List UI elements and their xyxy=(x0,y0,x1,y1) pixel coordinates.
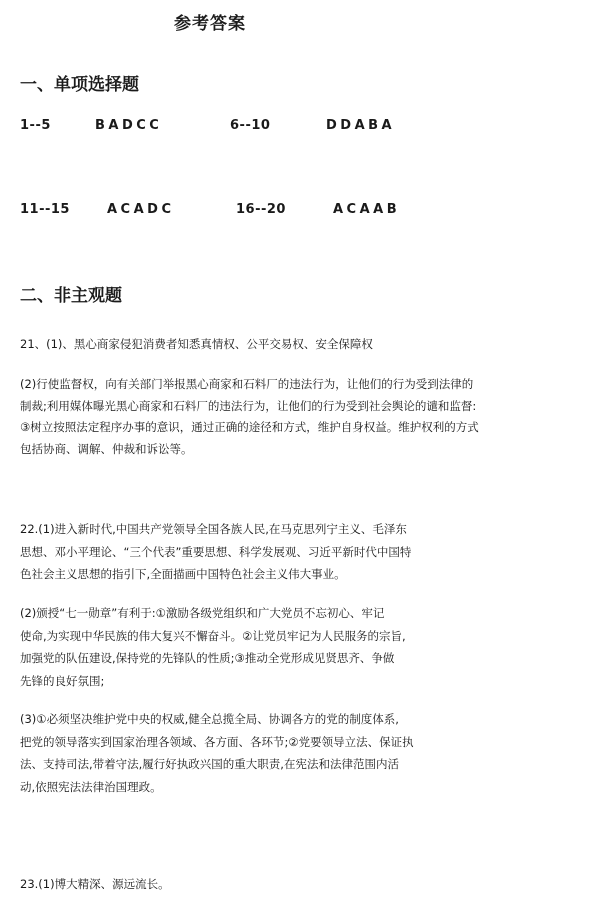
text-line: 使命,为实现中华民族的伟大复兴不懈奋斗。②让党员牢记为人民服务的宗旨, xyxy=(20,628,406,643)
question-range: 16--20 xyxy=(236,202,286,217)
answer-letters: ACADC xyxy=(107,202,175,217)
text-line: 思想、邓小平理论、“三个代表”重要思想、科学发展观、习近平新时代中国特 xyxy=(20,544,412,559)
text-line: 22.(1)进入新时代,中国共产党领导全国各族人民,在马克思列宁主义、毛泽东 xyxy=(20,522,407,536)
answer-letters: BADCC xyxy=(95,118,163,133)
text-line: 色社会主义思想的指引下,全面描画中国特色社会主义伟大事业。 xyxy=(20,567,346,582)
text-line: (3)①必须坚决维护党中央的权威,健全总揽全局、协调各方的党的制度体系, xyxy=(20,712,399,726)
question-range: 11--15 xyxy=(20,202,70,217)
q23-part1 xyxy=(20,874,590,896)
text-line: (2)行使监督权，向有关部门举报黑心商家和石料厂的违法行为，让他们的行为受到法律的 xyxy=(20,377,474,391)
text-line: 加强党的队伍建设,保持党的先锋队的性质;③推动全党形成见贤思齐、争做 xyxy=(20,651,395,666)
answer-letters: ACAAB xyxy=(333,202,401,217)
text-line: 先锋的良好氛围; xyxy=(20,673,105,688)
page-title: 参考答案 xyxy=(174,14,246,34)
question-range: 6--10 xyxy=(230,118,271,133)
q22-part1 xyxy=(20,518,590,586)
answer-letters: DDABA xyxy=(326,118,396,133)
text-line: 包括协商、调解、仲裁和诉讼等。 xyxy=(20,442,193,457)
q22-part3 xyxy=(20,708,590,798)
text-line: 法、支持司法,带着守法,履行好执政兴国的重大职责,在宪法和法律范围内活 xyxy=(20,757,399,772)
text-line: 制裁;利用媒体曝光黑心商家和石料厂的违法行为，让他们的行为受到社会舆论的谴和监督: xyxy=(20,398,477,413)
text-line: ③树立按照法定程序办事的意识，通过正确的途径和方式，维护自身权益。维护权利的方式 xyxy=(20,420,479,435)
q21-part2 xyxy=(20,374,590,461)
section-heading-multiple-choice: 一、单项选择题 xyxy=(20,75,139,95)
text-line: 动,依照宪法法律治国理政。 xyxy=(20,779,162,794)
text-line: (2)颁授“七一勋章”有利于:①激励各级党组织和广大党员不忘初心、牢记 xyxy=(20,606,385,620)
q21-part1 xyxy=(20,334,590,356)
section-heading-subjective: 二、非主观题 xyxy=(20,286,122,306)
text-line: 把党的领导落实到国家治理各领域、各方面、各环节;②党要领导立法、保证执 xyxy=(20,734,414,749)
text-line: 21、(1)、黑心商家侵犯消费者知悉真情权、公平交易权、安全保障权 xyxy=(20,337,373,351)
q22-part2 xyxy=(20,602,590,692)
question-range: 1--5 xyxy=(20,118,51,133)
text-line: 23.(1)博大精深、源远流长。 xyxy=(20,877,170,891)
